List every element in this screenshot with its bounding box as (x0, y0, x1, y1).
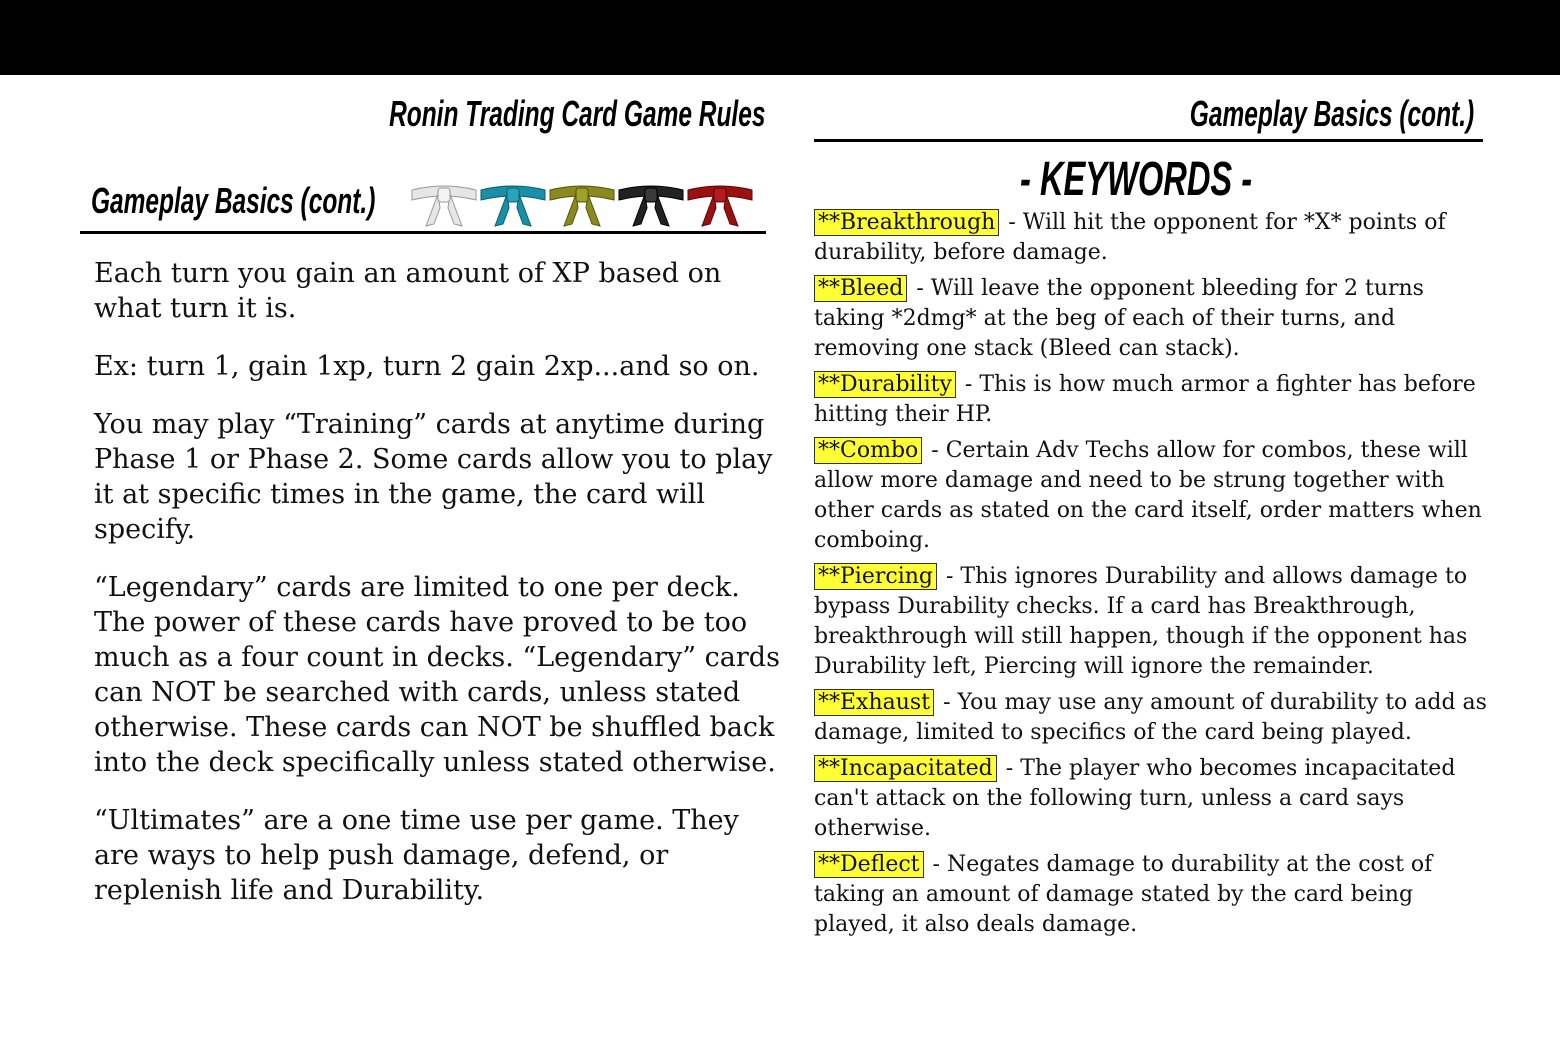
section-divider-right (814, 139, 1483, 142)
keyword-description: - This is how much armor a fighter has before hitting their HP. (814, 372, 1476, 427)
olive-belt-icon (550, 186, 614, 226)
belt-icons (410, 178, 755, 234)
section-title-left: Gameplay Basics (cont.) (91, 180, 376, 221)
keyword-description: - You may use any amount of durability to add as damage, limited to specifics of the card being played. (814, 690, 1487, 745)
paragraph: Each turn you gain an amount of XP based on what turn it is. (94, 258, 722, 324)
keyword-term: **Durability (814, 371, 956, 398)
keyword-entry (814, 562, 1494, 682)
keyword-entry (814, 436, 1494, 556)
keyword-entry (814, 208, 1494, 268)
keyword-term: **Breakthrough (814, 209, 999, 236)
keyword-term: **Exhaust (814, 689, 934, 716)
keyword-entry (814, 688, 1494, 748)
black-belt-icon (619, 186, 683, 226)
keyword-entry (814, 754, 1494, 844)
keyword-description: - Will hit the opponent for *X* points of durability, before damage. (814, 210, 1446, 265)
page-title-right: Gameplay Basics (cont.) (1189, 93, 1474, 134)
keyword-description: - This ignores Durability and allows damage to bypass Durability checks. If a card has Breakthrough, breakthrough will still happen, though if the opponent has Durability left, Piercing will ignore the remainder. (814, 564, 1468, 679)
red-belt-icon (688, 186, 752, 226)
keyword-term: **Deflect (814, 851, 924, 878)
keywords-list (814, 208, 1494, 946)
keyword-term: **Piercing (814, 563, 937, 590)
top-black-bar (0, 0, 1560, 75)
keyword-description: - The player who becomes incapacitated can't attack on the following turn, unless a card says otherwise. (814, 756, 1456, 841)
keyword-entry (814, 274, 1494, 364)
keyword-term: **Combo (814, 437, 922, 464)
keyword-description: - Negates damage to durability at the cost of taking an amount of damage stated by the card being played, it also deals damage. (814, 852, 1433, 937)
paragraph: “Legendary” cards are limited to one per deck. The power of these cards have proved to be too much as a four count in decks. “Legendary” cards can NOT be searched with cards, unless stated otherwise. These cards can NOT be shuffled back into the deck specifically unless stated otherwise. (94, 572, 780, 778)
keyword-entry (814, 370, 1494, 430)
section-divider-left (80, 231, 766, 234)
keywords-title: - KEYWORDS - (1020, 153, 1253, 206)
keyword-description: - Will leave the opponent bleeding for 2 turns taking *2dmg* at the beg of each of their turns, and removing one stack (Bleed can stack). (814, 276, 1424, 361)
keyword-term: **Bleed (814, 275, 907, 302)
left-body-text (94, 256, 784, 931)
blue-belt-icon (481, 186, 545, 226)
page-title-left: Ronin Trading Card Game Rules (388, 93, 765, 134)
keyword-description: - Certain Adv Techs allow for combos, these will allow more damage and need to be strung together with other cards as stated on the card itself, order matters when comboing. (814, 438, 1482, 553)
paragraph: “Ultimates” are a one time use per game. They are ways to help push damage, defend, or replenish life and Durability. (94, 805, 739, 906)
paragraph: Ex: turn 1, gain 1xp, turn 2 gain 2xp...and so on. (94, 351, 760, 382)
paragraph: You may play “Training” cards at anytime during Phase 1 or Phase 2. Some cards allow you to play it at specific times in the game, the card will specify. (94, 409, 773, 545)
white-belt-icon (412, 186, 476, 226)
keyword-entry (814, 850, 1494, 940)
keyword-term: **Incapacitated (814, 755, 997, 782)
